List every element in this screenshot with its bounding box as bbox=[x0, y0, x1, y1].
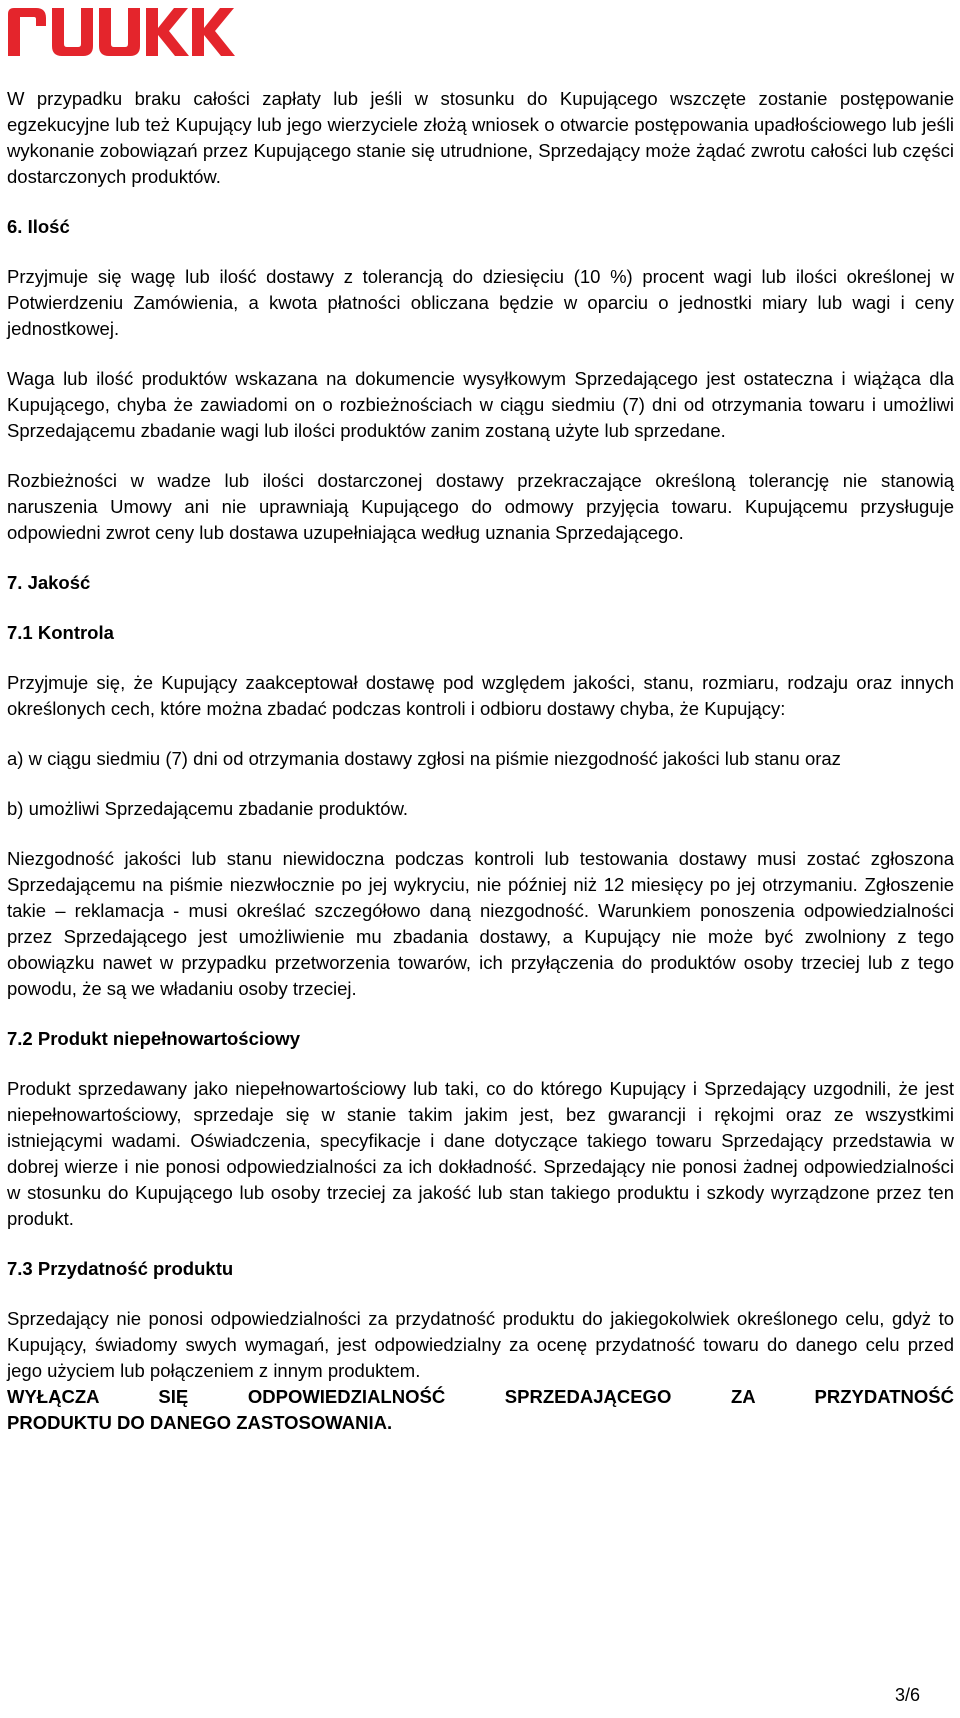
section-6-paragraph-1: Przyjmuje się wagę lub ilość dostawy z tolerancją do dziesięciu (10 %) procent wagi lub ilości określonej w Potwierdzeniu Zamówienia, a kwota płatności obliczana będzie w oparciu o jednostki miary lub wagi i ceny jednostkowej. bbox=[7, 266, 954, 339]
ruukki-logo bbox=[6, 4, 246, 58]
section-7-1-paragraph-1: Przyjmuje się, że Kupujący zaakceptował dostawę pod względem jakości, stanu, rozmiaru, rodzaju oraz innych określonych cech, które można zbadać podczas kontroli i odbioru dostawy chyba, że Kupujący: bbox=[7, 672, 954, 719]
section-7-3-disclaimer-line-1: WYŁĄCZA SIĘ ODPOWIEDZIALNOŚĆ SPRZEDAJĄCEGO ZA PRZYDATNOŚĆ bbox=[7, 1386, 954, 1407]
page-number: 3/6 bbox=[894, 1685, 920, 1705]
section-6-paragraph-3: Rozbieżności w wadze lub ilości dostarczonej dostawy przekraczające określoną tolerancję nie stanowią naruszenia Umowy ani nie uprawniają Kupującego do odmowy przyjęcia towaru. Kupującemu przysługuje odpowiedni zwrot ceny lub dostawa uzupełniająca według uznania Sprzedającego. bbox=[7, 470, 954, 543]
section-7-1-paragraph-2: Niezgodność jakości lub stanu niewidoczna podczas kontroli lub testowania dostawy musi zostać zgłoszona Sprzedającemu na piśmie niezwłocznie po jej wykryciu, nie później niż 12 miesięcy po jej otrzymaniu. Zgłoszenie takie – reklamacja - musi określać szczegółowo daną niezgodność. Warunkiem ponoszenia odpowiedzialności przez Sprzedającego jest umożliwienie mu zbadania dostawy, a Kupujący nie może być zwolniony z tego obowiązku nawet w przypadku przetworzenia towarów, ich przyłączenia do produktów osoby trzeciej lub z tego powodu, że są we władaniu osoby trzeciej. bbox=[7, 848, 954, 999]
section-7-2-heading: 7.2 Produkt niepełnowartościowy bbox=[7, 1028, 300, 1049]
section-7-3-disclaimer-line-2: PRODUKTU DO DANEGO ZASTOSOWANIA. bbox=[7, 1412, 393, 1433]
section-7-3-heading: 7.3 Przydatność produktu bbox=[7, 1258, 234, 1279]
section-6-heading: 6. Ilość bbox=[7, 216, 70, 237]
intro-paragraph: W przypadku braku całości zapłaty lub jeśli w stosunku do Kupującego wszczęte zostanie postępowanie egzekucyjne lub też Kupujący lub jego wierzyciele złożą wniosek o otwarcie postępowania upadłościowego lub jeśli wykonanie zobowiązań przez Kupującego stanie się utrudnione, Sprzedający może żądać zwrotu całości lub części dostarczonych produktów. bbox=[7, 88, 954, 187]
section-7-2-paragraph: Produkt sprzedawany jako niepełnowartościowy lub taki, co do którego Kupujący i Sprzedający uzgodnili, że jest niepełnowartościowy, sprzedaje się w stanie takim jakim jest, bez gwarancji i rękojmi oraz ze wszystkimi istniejącymi wadami. Oświadczenia, specyfikacje i dane dotyczące takiego towaru Sprzedający przedstawia w dobrej wierze i nie ponosi odpowiedzialności za ich dokładność. Sprzedający nie ponosi żadnej odpowiedzialności w stosunku do Kupującego lub osoby trzeciej za jakość lub stan takiego produktu i szkody wyrządzone przez ten produkt. bbox=[7, 1078, 954, 1229]
section-7-1-item-a: a) w ciągu siedmiu (7) dni od otrzymania dostawy zgłosi na piśmie niezgodność jakości lub stanu oraz bbox=[7, 748, 841, 769]
document-body bbox=[7, 86, 954, 1436]
ruukki-logo-mark bbox=[6, 4, 246, 58]
section-7-1-heading: 7.1 Kontrola bbox=[7, 622, 114, 643]
section-7-3-paragraph: Sprzedający nie ponosi odpowiedzialności za przydatność produktu do jakiegokolwiek określonego celu, gdyż to Kupujący, świadomy swych wymagań, jest odpowiedzialny za ocenę przydatność towaru do danego celu przed jego użyciem lub połączeniem z innym produktem. bbox=[7, 1308, 954, 1381]
section-7-heading: 7. Jakość bbox=[7, 572, 91, 593]
section-7-1-item-b: b) umożliwi Sprzedającemu zbadanie produktów. bbox=[7, 798, 409, 819]
section-6-paragraph-2: Waga lub ilość produktów wskazana na dokumencie wysyłkowym Sprzedającego jest ostateczna i wiążąca dla Kupującego, chyba że zawiadomi on o rozbieżnościach w ciągu siedmiu (7) dni od otrzymania towaru i umożliwi Sprzedającemu zbadanie wagi lub ilości produktów zanim zostaną użyte lub sprzedane. bbox=[7, 368, 954, 441]
